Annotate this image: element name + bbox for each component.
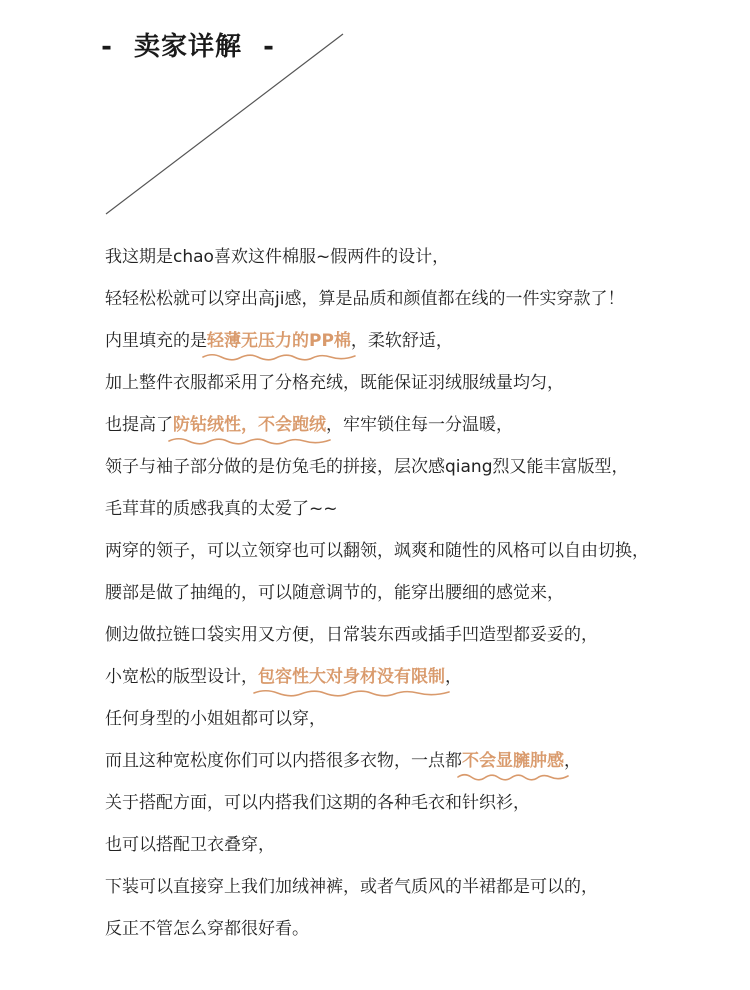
line-text: 我这期是chao喜欢这件棉服~假两件的设计， (105, 247, 450, 267)
text-line (105, 824, 745, 866)
line-text: 腰部是做了抽绳的，可以随意调节的，能穿出腰细的感觉来， (105, 583, 564, 603)
line-text: 关于搭配方面，可以内搭我们这期的各种毛衣和针织衫， (105, 793, 530, 813)
highlight-label: 轻薄无压力的PP棉 (207, 331, 351, 351)
text-line (105, 782, 745, 824)
text-line (105, 908, 745, 950)
highlight-text (207, 328, 351, 354)
line-text: 任何身型的小姐姐都可以穿， (105, 709, 326, 729)
text-line (105, 656, 745, 698)
text-line (105, 740, 745, 782)
highlight-label: 不会显臃肿感 (462, 751, 564, 771)
line-text-tail: ， (564, 751, 581, 771)
line-text: 而且这种宽松度你们可以内搭很多衣物，一点都 (105, 751, 462, 771)
line-text: 也可以搭配卫衣叠穿， (105, 835, 275, 855)
line-text: 加上整件衣服都采用了分格充绒，既能保证羽绒服绒量均匀， (105, 373, 564, 393)
header (0, 0, 750, 230)
line-text: 领子与袖子部分做的是仿兔毛的拼接，层次感qiang烈又能丰富版型， (105, 457, 629, 477)
line-text-tail: ， (445, 667, 462, 687)
line-text-tail: ，牢牢锁住每一分温暖， (326, 415, 513, 435)
wavy-underline (169, 437, 330, 447)
diagonal-rule (0, 0, 750, 230)
line-text: 也提高了 (105, 415, 173, 435)
text-line (105, 488, 745, 530)
line-text: 侧边做拉链口袋实用又方便，日常装东西或插手凹造型都妥妥的， (105, 625, 598, 645)
text-line (105, 320, 745, 362)
text-line (105, 614, 745, 656)
text-line (105, 530, 745, 572)
highlight-text (173, 412, 326, 438)
line-text: 小宽松的版型设计， (105, 667, 258, 687)
title-text: 卖家详解 (134, 32, 243, 62)
line-text: 反正不管怎么穿都很好看。 (105, 919, 309, 939)
text-line (105, 698, 745, 740)
highlight-label: 防钻绒性，不会跑绒 (173, 415, 326, 435)
text-line (105, 866, 745, 908)
text-line (105, 236, 745, 278)
description-body (105, 236, 745, 950)
title-dash-right: - (263, 32, 275, 62)
line-text-tail: ，柔软舒适， (350, 331, 453, 351)
wavy-underline (203, 353, 355, 363)
line-text: 轻轻松松就可以穿出高ji感，算是品质和颜值都在线的一件实穿款了！ (105, 289, 625, 309)
text-line (105, 404, 745, 446)
wavy-underline (458, 773, 568, 783)
line-text: 毛茸茸的质感我真的太爱了~~ (105, 499, 338, 519)
text-line (105, 572, 745, 614)
line-text: 下装可以直接穿上我们加绒神裤，或者气质风的半裙都是可以的， (105, 877, 598, 897)
text-line (105, 278, 745, 320)
highlight-text (462, 748, 564, 774)
highlight-text (258, 664, 445, 690)
line-text: 内里填充的是 (105, 331, 207, 351)
text-line (105, 446, 745, 488)
wavy-underline (254, 689, 449, 699)
line-text: 两穿的领子，可以立领穿也可以翻领，飒爽和随性的风格可以自由切换， (105, 541, 649, 561)
text-line (105, 362, 745, 404)
highlight-label: 包容性大对身材没有限制 (258, 667, 445, 687)
title-dash-left: - (101, 32, 113, 62)
